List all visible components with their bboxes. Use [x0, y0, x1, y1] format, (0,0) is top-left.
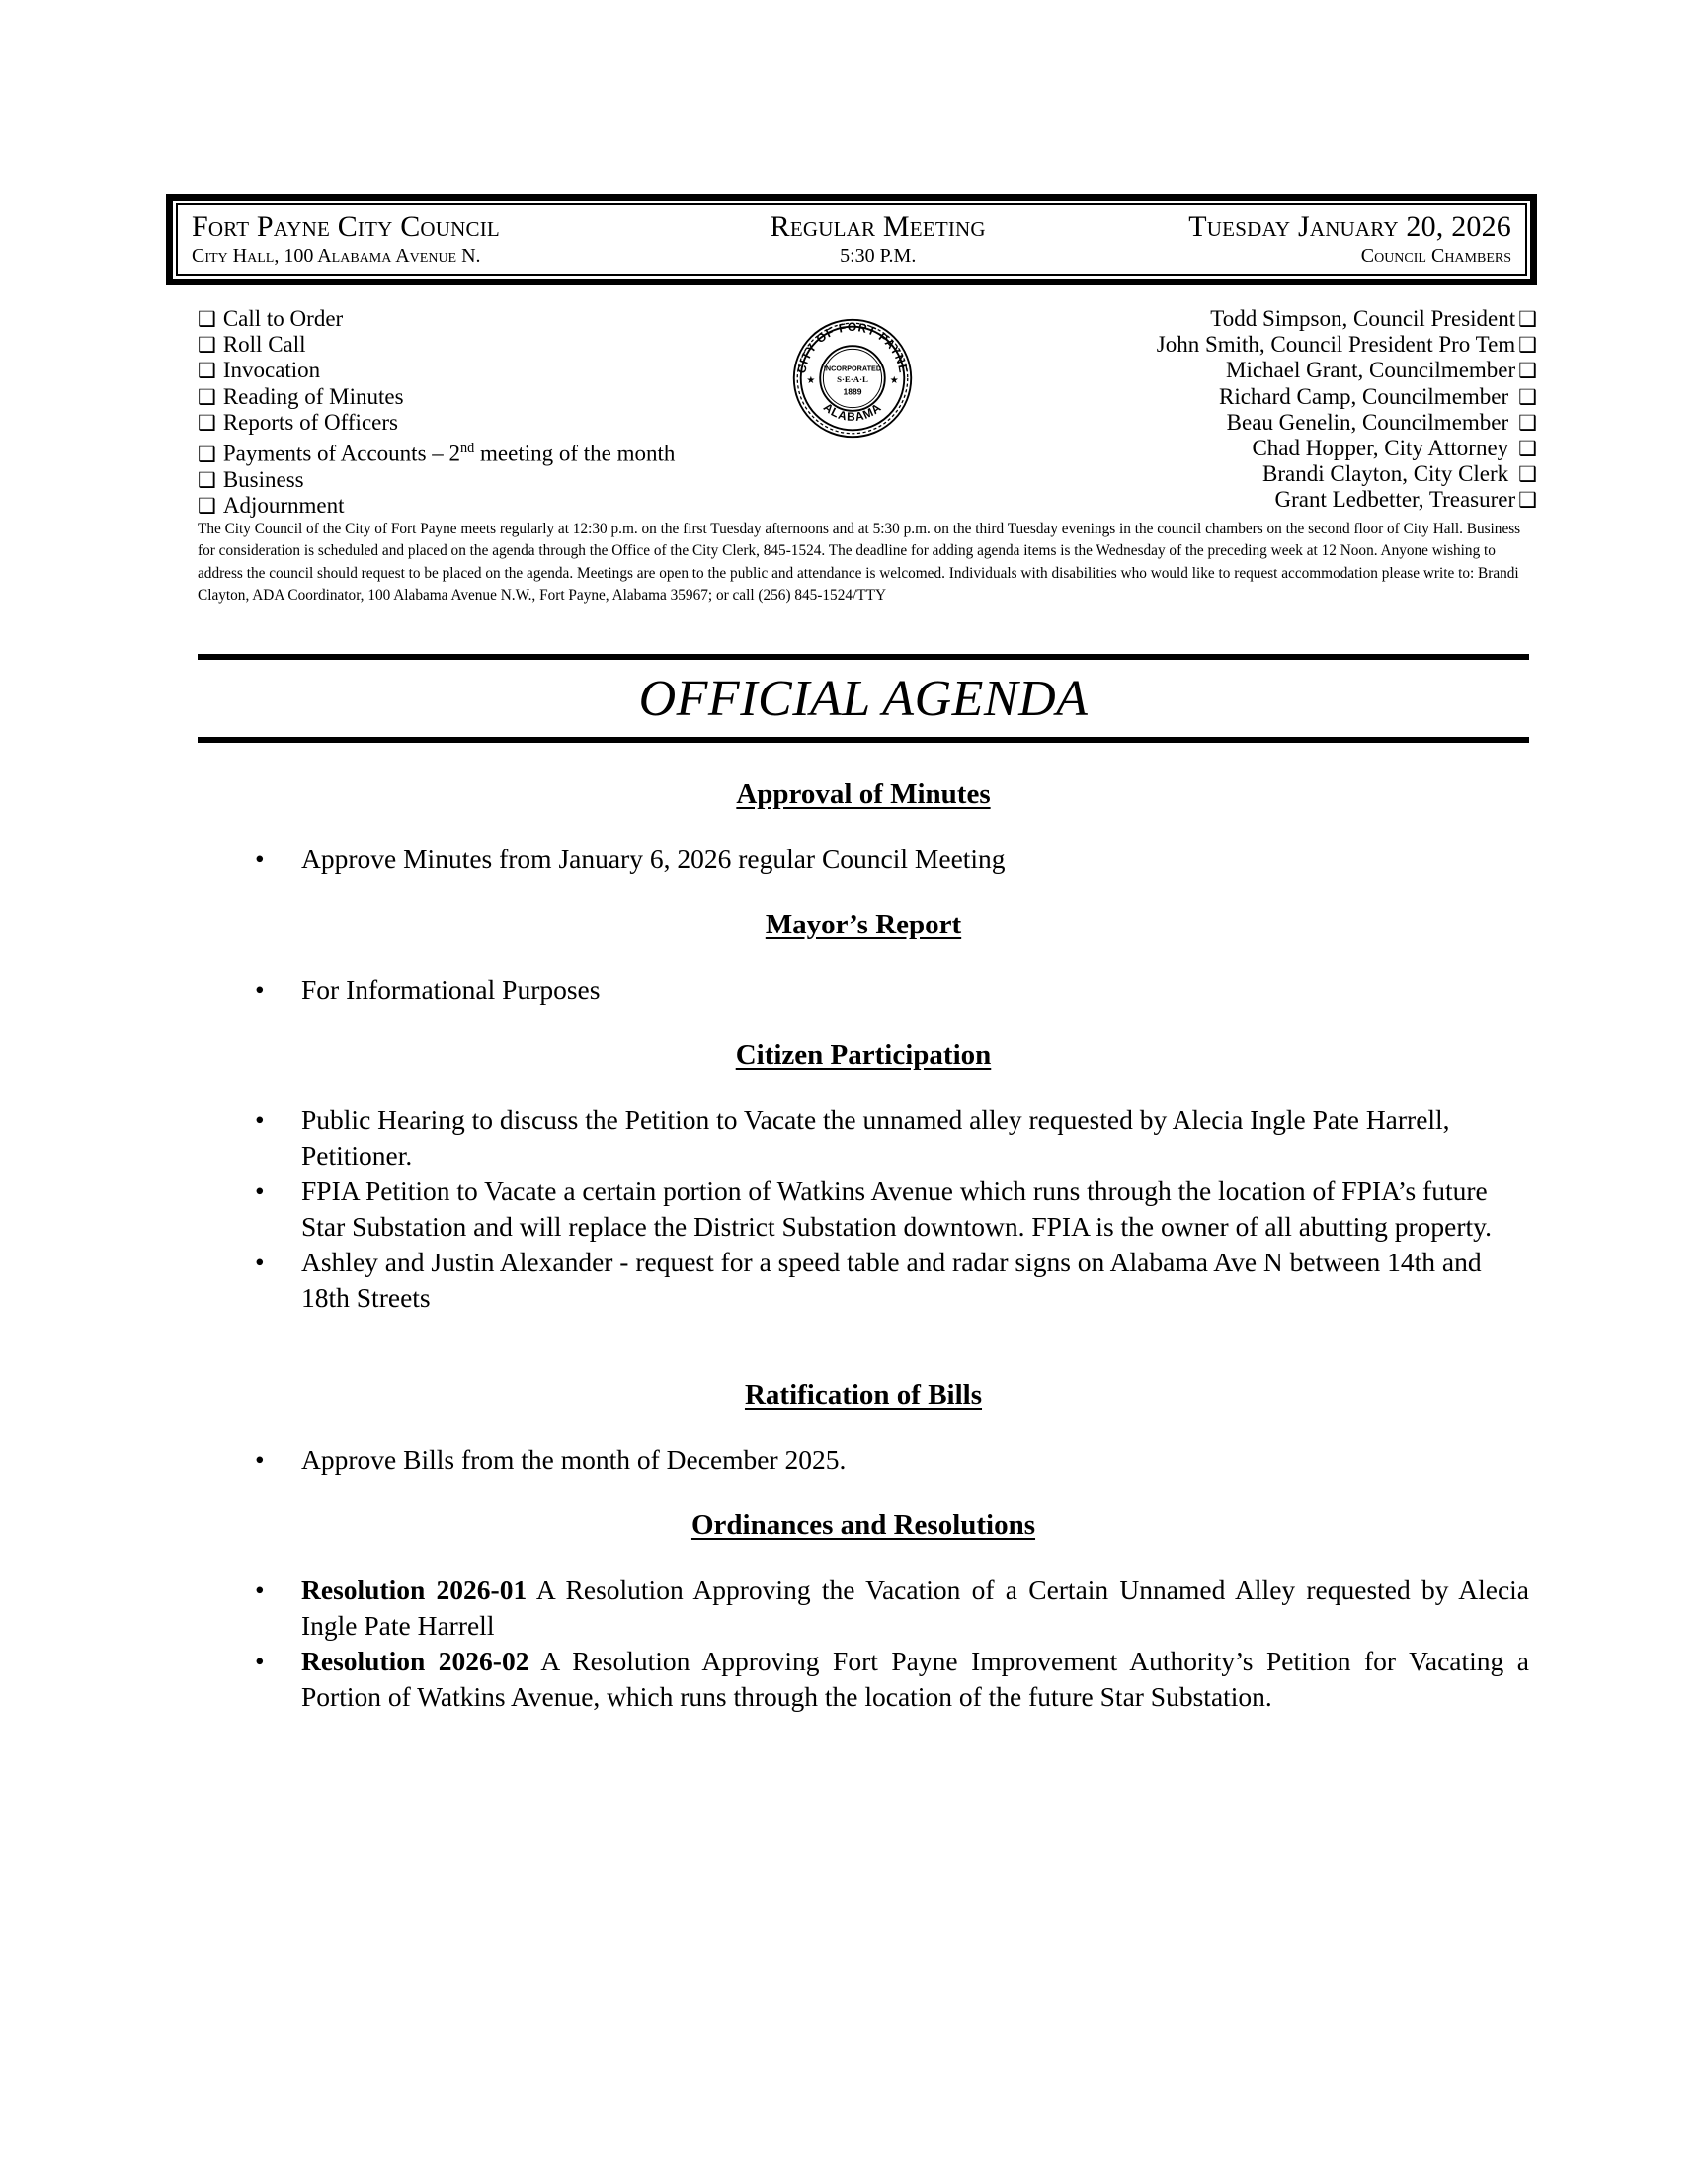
roster-item-beau-genelin[interactable]	[984, 410, 1537, 436]
roster-item-treasurer[interactable]	[984, 487, 1537, 513]
section-heading-ratification-of-bills	[198, 1381, 1529, 1410]
spacer	[198, 1316, 1529, 1381]
checklist-item-label: Reading of Minutes	[222, 383, 404, 409]
checkbox-icon[interactable]: ❑	[198, 359, 216, 383]
org-name: Fort Payne City Council	[192, 210, 500, 243]
spacer	[198, 1540, 1529, 1573]
roster-item-label: Michael Grant, Councilmember	[1226, 358, 1516, 383]
section-heading-label: Citizen Participation	[735, 1039, 992, 1071]
list-item: • Public Hearing to discuss the Petition to Vacate the unnamed alley requested by Alecia Ingle Pate Harrell, Petitioner.	[198, 1102, 1529, 1173]
meeting-date: Tuesday January 20, 2026	[1188, 210, 1511, 243]
spacer	[198, 939, 1529, 972]
agenda-order-and-roster	[166, 306, 1537, 519]
checklist-item-adjournment[interactable]	[198, 493, 810, 519]
checkbox-icon[interactable]: ❑	[198, 307, 216, 331]
checkbox-icon[interactable]: ❑	[198, 467, 216, 492]
checkbox-icon[interactable]: ❑	[1518, 462, 1537, 487]
list-item: • FPIA Petition to Vacate a certain portion of Watkins Avenue which runs through the location of FPIA’s future Star Substation and will replace the District Substation downtown. FPIA is the owner of all abutting property.	[198, 1173, 1529, 1245]
section-list-approval-of-minutes	[198, 842, 1529, 877]
checklist-item-label-ordinal: nd	[460, 441, 475, 457]
svg-text:CITY OF FORT PAYNE: CITY OF FORT PAYNE	[794, 320, 911, 375]
section-heading-approval-of-minutes	[198, 780, 1529, 809]
section-list-ratification-of-bills	[198, 1442, 1529, 1478]
meeting-header-box	[166, 194, 1537, 285]
checklist-item-label-prefix: Payments of Accounts – 2	[222, 441, 461, 466]
roster-item-council-president[interactable]	[984, 306, 1537, 332]
checklist-item-label: Business	[222, 466, 304, 492]
list-item	[198, 1573, 1529, 1644]
checklist-item-reports-of-officers[interactable]	[198, 410, 810, 436]
list-item: • Approve Minutes from January 6, 2026 regular Council Meeting	[198, 842, 1529, 877]
checklist-item-label: Call to Order	[222, 306, 344, 331]
list-item: • For Informational Purposes	[198, 972, 1529, 1008]
checkbox-icon[interactable]: ❑	[198, 442, 216, 466]
checkbox-icon[interactable]: ❑	[198, 494, 216, 519]
svg-text:ALABAMA: ALABAMA	[820, 400, 885, 424]
roster-item-label: Todd Simpson, Council President	[1210, 306, 1516, 331]
section-list-mayors-report	[198, 972, 1529, 1008]
svg-text:★: ★	[806, 375, 816, 387]
checklist-item-call-to-order[interactable]	[198, 306, 810, 332]
meeting-address: City Hall, 100 Alabama Avenue N.	[192, 244, 481, 267]
list-item: • Approve Bills from the month of December 2025.	[198, 1442, 1529, 1478]
city-seal-icon	[790, 316, 915, 441]
section-heading-mayors-report	[198, 911, 1529, 939]
section-heading-label: Approval of Minutes	[736, 778, 991, 810]
section-heading-label: Mayor’s Report	[765, 909, 962, 940]
checklist-item-invocation[interactable]	[198, 358, 810, 383]
meeting-header-row-secondary	[192, 245, 1511, 267]
checklist-item-label: Roll Call	[222, 332, 306, 358]
roster-item-michael-grant[interactable]	[984, 358, 1537, 383]
svg-text:INCORPORATED: INCORPORATED	[823, 364, 882, 373]
checkbox-icon[interactable]: ❑	[198, 333, 216, 358]
resolution-text: A Resolution Approving Fort Payne Improvement Authority’s Petition for Vacating a Portion of Watkins Avenue, which runs through the location of the future Star Substation.	[301, 1646, 1529, 1712]
city-seal-logo	[790, 316, 915, 441]
roster-item-label: John Smith, Council President Pro Tem	[1156, 332, 1516, 358]
divider-rule-bottom	[198, 737, 1529, 743]
section-list-citizen-participation	[198, 1102, 1529, 1316]
meeting-location: Council Chambers	[1360, 244, 1511, 267]
list-item	[198, 1644, 1529, 1715]
checkbox-icon[interactable]: ❑	[1518, 437, 1537, 461]
checkbox-icon[interactable]: ❑	[198, 384, 216, 409]
agenda-body	[198, 780, 1529, 1715]
checklist-item-label: Reports of Officers	[222, 409, 398, 435]
checkbox-icon[interactable]: ❑	[198, 410, 216, 435]
checkbox-icon[interactable]: ❑	[1518, 359, 1537, 383]
council-roster	[984, 306, 1537, 514]
checklist-item-label: Adjournment	[222, 493, 345, 519]
svg-text:1889: 1889	[843, 386, 862, 397]
meeting-header-row-primary	[192, 211, 1511, 243]
checklist-item-business[interactable]	[198, 467, 810, 493]
roster-item-label: Chad Hopper, City Attorney	[1252, 436, 1509, 461]
roster-item-city-attorney[interactable]	[984, 436, 1537, 461]
roster-item-label: Grant Ledbetter, Treasurer	[1274, 487, 1516, 513]
roster-item-label: Richard Camp, Councilmember	[1218, 383, 1509, 409]
page-title: OFFICIAL AGENDA	[638, 671, 1089, 727]
official-agenda-title-block	[198, 654, 1529, 743]
checkbox-icon[interactable]: ❑	[1518, 410, 1537, 435]
spacer	[198, 877, 1529, 911]
checkbox-icon[interactable]: ❑	[1518, 488, 1537, 513]
checklist-item-label: Invocation	[222, 358, 321, 383]
spacer	[198, 1008, 1529, 1041]
svg-text:S·E·A·L: S·E·A·L	[837, 373, 868, 384]
resolution-number: Resolution 2026-02	[301, 1646, 529, 1676]
checklist-item-payments-of-accounts[interactable]	[198, 436, 810, 467]
roster-item-council-president-pro-tem[interactable]	[984, 332, 1537, 358]
checkbox-icon[interactable]: ❑	[1518, 384, 1537, 409]
meeting-policy-fineprint: The City Council of the City of Fort Payne meets regularly at 12:30 p.m. on the first Tuesday afternoons and at 5:30 p.m. on the third Tuesday evenings in the council chambers on the second floor of City Hall. Business for consideration is scheduled and placed on the agenda through the Office of the City Clerk, 845-1524. The deadline for adding agenda items is the Wednesday of the preceding week at 12 Noon. Anyone wishing to address the council should request to be placed on the agenda. Meetings are open to the public and attendance is welcomed. Individuals with disabilities who would like to request accommodation please write to: Brandi Clayton, ADA Coordinator, 100 Alabama Avenue N.W., Fort Payne, Alabama 35967; or call (256) 845-1524/TTY	[198, 521, 1521, 605]
checkbox-icon[interactable]: ❑	[1518, 333, 1537, 358]
spacer	[198, 809, 1529, 842]
meeting-type: Regular Meeting	[770, 210, 986, 243]
order-of-business-checklist	[198, 306, 810, 519]
spacer	[198, 1410, 1529, 1442]
section-heading-label: Ratification of Bills	[744, 1379, 983, 1411]
checklist-item-roll-call[interactable]	[198, 332, 810, 358]
roster-item-city-clerk[interactable]	[984, 461, 1537, 487]
meeting-header-inner	[176, 203, 1527, 276]
roster-item-label: Beau Genelin, Councilmember	[1226, 409, 1509, 435]
checkbox-icon[interactable]: ❑	[1518, 307, 1537, 331]
checklist-item-label-suffix: meeting of the month	[474, 441, 676, 466]
spacer	[198, 1478, 1529, 1511]
section-heading-citizen-participation	[198, 1041, 1529, 1070]
section-heading-label: Ordinances and Resolutions	[690, 1509, 1036, 1541]
list-item: • Ashley and Justin Alexander - request for a speed table and radar signs on Alabama Ave N between 14th and 18th Streets	[198, 1245, 1529, 1316]
resolution-number: Resolution 2026-01	[301, 1575, 528, 1605]
roster-item-label: Brandi Clayton, City Clerk	[1262, 461, 1509, 487]
roster-item-richard-camp[interactable]	[984, 384, 1537, 410]
spacer	[198, 1070, 1529, 1102]
svg-text:★: ★	[889, 375, 899, 387]
section-list-ordinances-and-resolutions	[198, 1573, 1529, 1715]
checklist-item-reading-of-minutes[interactable]	[198, 384, 810, 410]
resolution-text: A Resolution Approving the Vacation of a Certain Unnamed Alley requested by Alecia Ingle Pate Harrell	[301, 1575, 1529, 1641]
meeting-time: 5:30 P.M.	[840, 244, 917, 267]
section-heading-ordinances-and-resolutions	[198, 1511, 1529, 1540]
